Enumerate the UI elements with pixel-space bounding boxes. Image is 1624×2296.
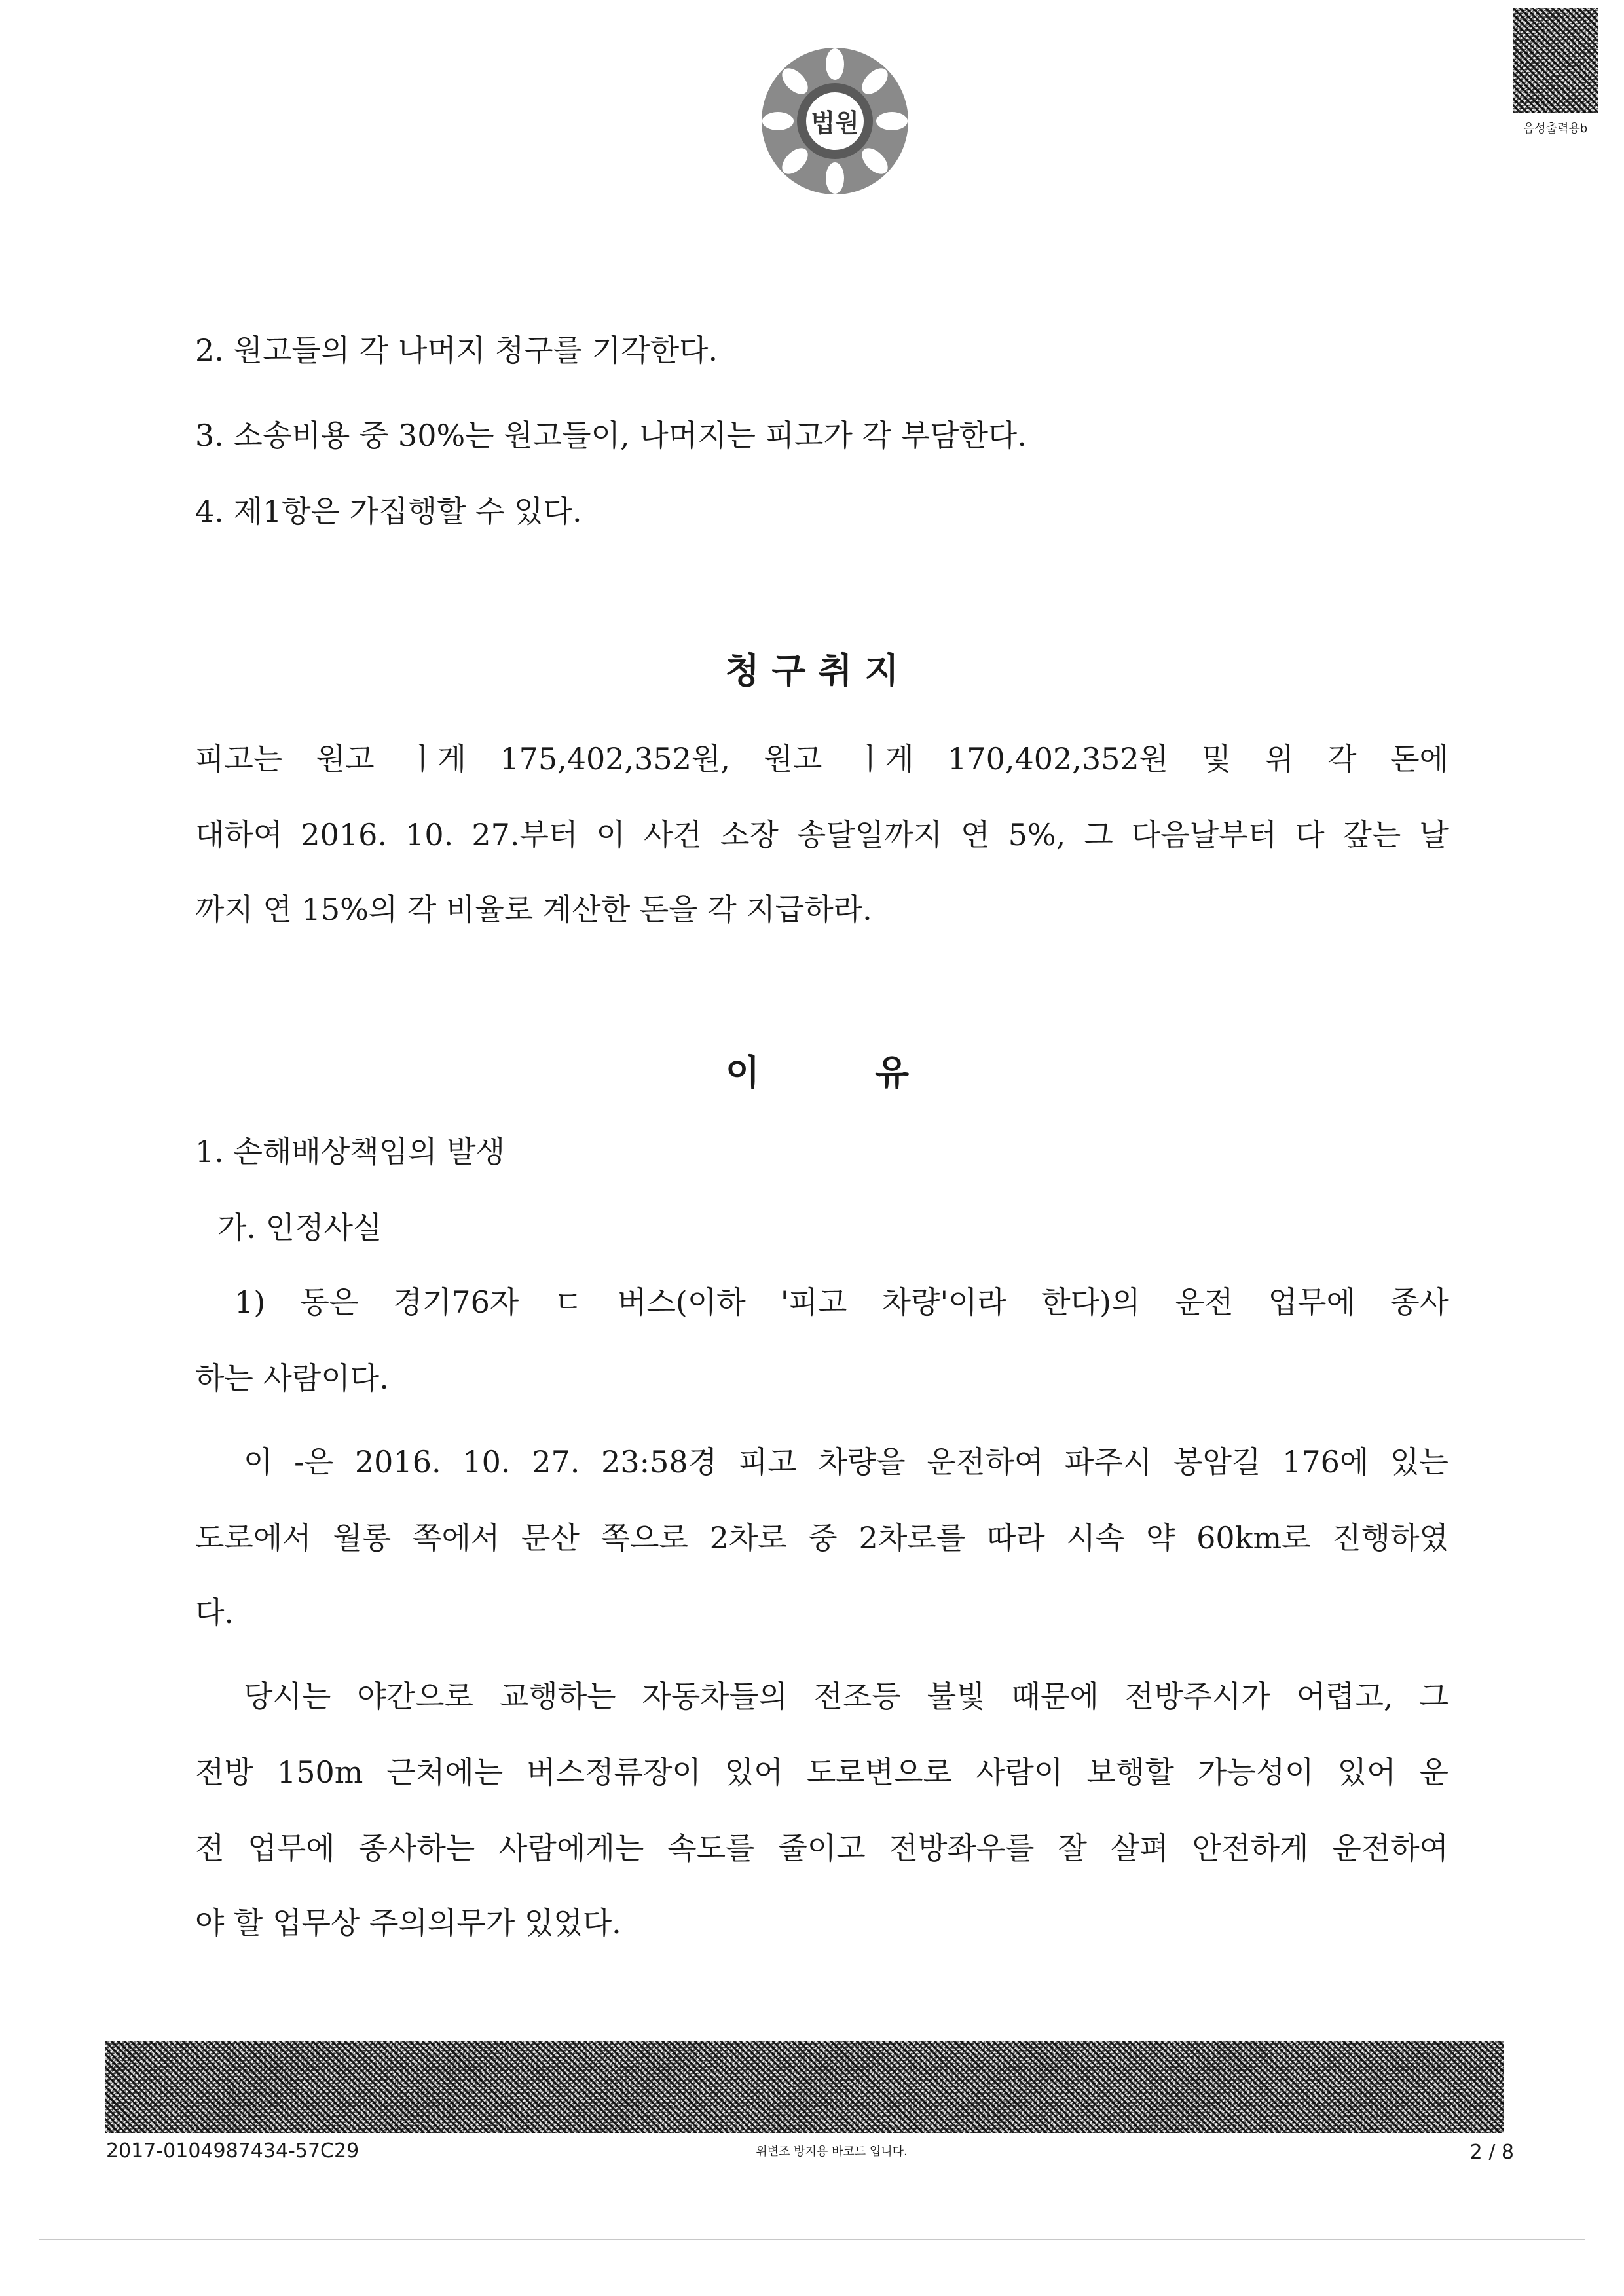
reasons-title-left: 이	[726, 1052, 760, 1093]
fact-1-line-1: 1) 동은 경기76자 ㄷ 버스(이하 '피고 차량'이라 한다)의 운전 업무에 종사	[234, 1285, 1449, 1320]
fact-3-line-4: 야 할 업무상 주의의무가 있었다.	[195, 1905, 621, 1941]
section-heading: 1. 손해배상책임의 발생	[195, 1134, 506, 1169]
fact-2-line-1: 이 -은 2016. 10. 27. 23:58경 피고 차량을 운전하여 파주시 봉암길 176에 있는	[244, 1444, 1449, 1480]
ruling-item-2: 2. 원고들의 각 나머지 청구를 기각한다.	[195, 333, 718, 368]
fact-3-line-3: 전 업무에 종사하는 사람에게는 속도를 줄이고 전방좌우를 잘 살펴 안전하게 운전하여	[195, 1831, 1449, 1866]
fact-1-line-2: 하는 사람이다.	[195, 1360, 389, 1396]
reasons-title-right: 유	[875, 1052, 910, 1093]
ruling-item-4: 4. 제1항은 가집행할 수 있다.	[195, 494, 582, 529]
emblem-text: 법원	[811, 109, 859, 137]
bottom-scan-line	[39, 2239, 1585, 2240]
barcode-note: 위변조 방지용 바코드 입니다.	[756, 2145, 908, 2159]
fact-3-line-1: 당시는 야간으로 교행하는 자동차들의 전조등 불빛 때문에 전방주시가 어렵고, 그	[244, 1679, 1449, 1714]
court-emblem-icon	[753, 39, 917, 203]
security-barcode	[105, 2041, 1504, 2133]
claim-line-1: 피고는 원고 ㅣ게 175,402,352원, 원고 ㅣ게 170,402,352원 및 위 각 돈에	[195, 741, 1449, 776]
claim-line-3: 까지 연 15%의 각 비율로 계산한 돈을 각 지급하라.	[195, 892, 872, 927]
ruling-item-3: 3. 소송비용 중 30%는 원고들이, 나머지는 피고가 각 부담한다.	[195, 418, 1027, 453]
fact-2-line-2: 도로에서 월롱 쪽에서 문산 쪽으로 2차로 중 2차로를 따라 시속 약 60km로 진행하였	[195, 1520, 1449, 1556]
claim-title: 청 구 취 지	[725, 650, 899, 691]
qr-code	[1513, 8, 1598, 113]
claim-line-2: 대하여 2016. 10. 27.부터 이 사건 소장 송달일까지 연 5%, 그 다음날부터 다 갚는 날	[195, 817, 1449, 852]
page-number: 2 / 8	[1469, 2141, 1514, 2164]
court-emblem	[753, 39, 917, 203]
print-label: 음성출력용b	[1522, 122, 1588, 136]
fact-3-line-2: 전방 150m 근처에는 버스정류장이 있어 도로변으로 사람이 보행할 가능성이 있어 운	[195, 1755, 1449, 1790]
subsection-heading: 가. 인정사실	[217, 1210, 382, 1245]
fact-2-line-3: 다.	[195, 1595, 234, 1630]
document-id: 2017-0104987434-57C29	[106, 2140, 360, 2162]
